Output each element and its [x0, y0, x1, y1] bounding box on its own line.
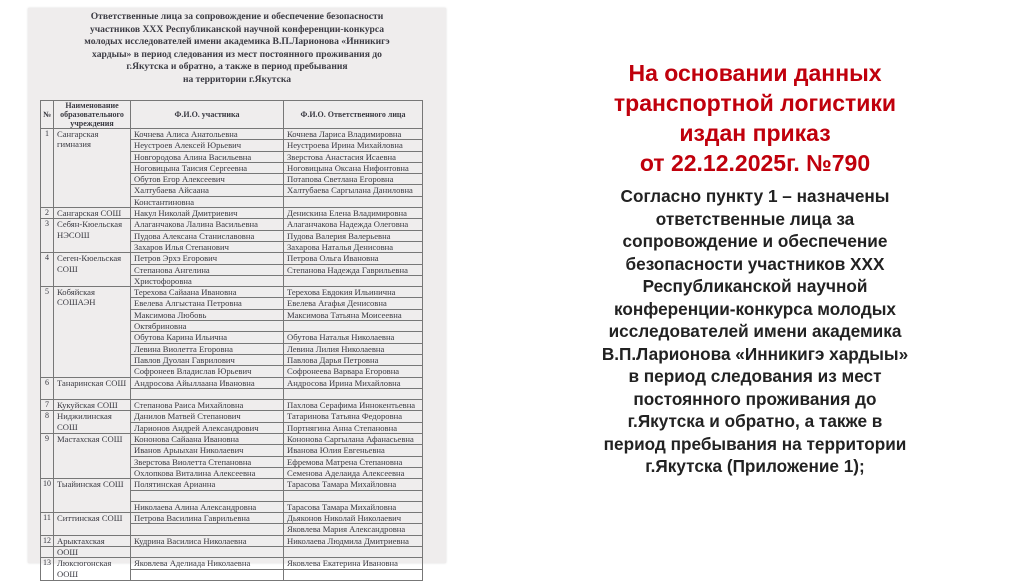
institution-cell: Сангарская СОШ — [54, 208, 131, 219]
participant-cell: Кононова Сайаана Ивановна — [131, 434, 284, 445]
responsible-cell: Николаева Людмила Дмитриевна — [284, 535, 423, 546]
participant-cell: Новгородова Алина Васильевна — [131, 151, 284, 162]
participant-cell: Алаганчакова Лалина Васильевна — [131, 219, 284, 230]
responsible-cell: Тарасова Тамара Михайловна — [284, 501, 423, 512]
responsible-cell: Зверстова Анастасия Исаевна — [284, 151, 423, 162]
row-number: 9 — [41, 434, 54, 479]
row-number: 1 — [41, 129, 54, 208]
body-line: ответственные лица за — [655, 208, 855, 229]
body-line: постоянного проживания до — [633, 388, 877, 409]
responsible-cell: Пудова Валерия Валерьевна — [284, 230, 423, 241]
table-row — [41, 558, 423, 569]
responsible-cell: Татаринова Татьяна Федоровна — [284, 411, 423, 422]
responsible-cell — [284, 569, 423, 580]
row-number: 4 — [41, 253, 54, 287]
heading-line: транспортной логистики — [613, 90, 897, 116]
participant-cell: Халтубаева Айсаана — [131, 185, 284, 196]
table-row — [41, 535, 423, 546]
body-line: Республиканской научной — [642, 276, 868, 296]
responsible-cell — [284, 546, 423, 557]
heading-line: от 22.12.2025г. №790 — [639, 150, 871, 176]
row-number: 3 — [41, 219, 54, 253]
participant-cell: Неустроев Алексей Юрьевич — [131, 140, 284, 151]
responsible-cell: Евелева Агафья Денисовна — [284, 298, 423, 309]
participant-cell: Константиновна — [131, 196, 284, 207]
participant-cell: Левина Виолетта Егоровна — [131, 343, 284, 354]
row-number: 8 — [41, 411, 54, 434]
row-number: 7 — [41, 400, 54, 411]
participant-cell: Охлопкова Виталина Алексеевна — [131, 467, 284, 478]
responsible-cell: Яковлева Екатерина Ивановна — [284, 558, 423, 569]
participant-cell: Максимова Любовь — [131, 309, 284, 320]
table-row — [41, 546, 423, 557]
institution-cell: Ситтинская СОШ — [54, 513, 131, 536]
responsible-cell: Степанова Надежда Гаврильевна — [284, 264, 423, 275]
participant-cell: Иванов Арыыхан Николаевич — [131, 445, 284, 456]
table-row — [41, 411, 423, 422]
participant-cell: Ларионов Андрей Александрович — [131, 422, 284, 433]
participant-cell — [131, 546, 284, 557]
body-line: период пребывания на территории — [603, 433, 907, 454]
institution-cell: Кукуйская СОШ — [54, 400, 131, 411]
responsible-cell: Пахлова Серафима Иннокентьевна — [284, 400, 423, 411]
participant-cell: Степанова Раиса Михайловна — [131, 400, 284, 411]
responsible-cell: Яковлева Мария Александровна — [284, 524, 423, 535]
responsible-cell: Иванова Юлия Евгеньевна — [284, 445, 423, 456]
table-row — [41, 434, 423, 445]
responsible-cell: Петрова Ольга Ивановна — [284, 253, 423, 264]
responsible-cell: Терехова Евдокия Ильинична — [284, 287, 423, 298]
heading-line: На основании данных — [628, 60, 882, 86]
participant-cell: Кудрина Василиса Николаевна — [131, 535, 284, 546]
table-row — [41, 208, 423, 219]
responsible-cell — [284, 490, 423, 501]
participant-cell: Обутова Карина Ильична — [131, 332, 284, 343]
table-header-row — [41, 101, 423, 129]
document-title-line: участников XXX Республиканской научной конференции-конкурса — [89, 23, 385, 35]
participant-cell: Зверстова Виолетта Степановна — [131, 456, 284, 467]
institution-cell: Кобяйская СОШАЭН — [54, 287, 131, 377]
responsible-cell: Денискина Елена Владимировна — [284, 208, 423, 219]
participant-cell — [131, 388, 284, 399]
table-row — [41, 219, 423, 230]
body-line: г.Якутска и обратно, а также в — [627, 411, 883, 431]
participant-cell: Степанова Ангелина — [131, 264, 284, 275]
body-line: Согласно пункту 1 – назначены — [620, 186, 890, 206]
responsible-cell: Ноговицына Оксана Нифонтовна — [284, 162, 423, 173]
participant-cell: Павлов Дуолан Гаврилович — [131, 354, 284, 365]
summary-panel — [536, 58, 974, 478]
body-line: В.П.Ларионова «Инникигэ хардыы» — [601, 343, 909, 364]
participant-cell — [131, 569, 284, 580]
table-row — [41, 479, 423, 490]
participant-cell: Пудова Алексана Станиславовна — [131, 230, 284, 241]
responsible-cell: Алаганчакова Надежда Олеговна — [284, 219, 423, 230]
responsible-cell — [284, 388, 423, 399]
participant-cell: Данилов Матвей Степанович — [131, 411, 284, 422]
header-number: № — [41, 101, 54, 129]
participant-cell: Ноговицына Таисия Сергеевна — [131, 162, 284, 173]
body-line: безопасности участников XXX — [625, 253, 885, 274]
document-title-line: г.Якутска и обратно, а также в период пребывания — [126, 61, 348, 73]
participant-cell — [131, 524, 284, 535]
table-row — [41, 400, 423, 411]
participant-cell: Захаров Илья Степанович — [131, 241, 284, 252]
participant-cell: Полятинская Арианна — [131, 479, 284, 490]
row-number: 12 — [41, 535, 54, 546]
participant-cell: Христофоровна — [131, 275, 284, 286]
responsible-cell: Дьяконов Николай Николаевич — [284, 513, 423, 524]
institution-cell: Себян-Кюельская НЭСОШ — [54, 219, 131, 253]
responsible-cell — [284, 275, 423, 286]
institution-cell: Арыктахская — [54, 535, 131, 546]
document-title-line: Ответственные лица за сопровождение и обеспечение безопасности — [90, 11, 384, 22]
institution-cell: Тыайинская СОШ — [54, 479, 131, 513]
institution-cell: Сеген-Кюельская СОШ — [54, 253, 131, 287]
institution-cell: ООШ — [54, 546, 131, 557]
responsible-cell: Павлова Дарья Петровна — [284, 354, 423, 365]
participant-cell: Кочнева Алиса Анатольевна — [131, 129, 284, 140]
document-title-line: на территории г.Якутска — [182, 73, 292, 85]
table-row — [41, 287, 423, 298]
order-description — [536, 185, 974, 478]
participant-cell: Петрова Василина Гаврильевна — [131, 513, 284, 524]
responsible-cell: Неустроева Ирина Михайловна — [284, 140, 423, 151]
body-line: в период следования из мест — [628, 366, 882, 386]
document-title-line: молодых исследователей имени академика В.П.Ларионова «Инникигэ — [84, 36, 390, 48]
header-institution: Наименование образовательного учреждения — [54, 101, 131, 129]
row-number: 6 — [41, 377, 54, 400]
header-responsible: Ф.И.О. Ответственного лица — [284, 101, 423, 129]
responsible-cell: Захарова Наталья Денисовна — [284, 241, 423, 252]
institution-cell: Мастахская СОШ — [54, 434, 131, 479]
participant-cell: Евелева Алгыстана Петровна — [131, 298, 284, 309]
row-number: 10 — [41, 479, 54, 513]
row-number: 13 — [41, 558, 54, 581]
participant-cell: Петров Эрхэ Егорович — [131, 253, 284, 264]
responsible-cell: Обутова Наталья Николаевна — [284, 332, 423, 343]
responsible-cell: Портнягина Анна Степановна — [284, 422, 423, 433]
responsible-cell: Тарасова Тамара Михайловна — [284, 479, 423, 490]
table-row — [41, 513, 423, 524]
body-line: сопровождение и обеспечение — [622, 231, 888, 251]
responsible-cell: Левина Лилия Николаевна — [284, 343, 423, 354]
responsible-cell: Потапова Светлана Егоровна — [284, 174, 423, 185]
row-number — [41, 546, 54, 557]
body-line: исследователей имени академика — [608, 321, 902, 341]
table-row — [41, 129, 423, 140]
participant-cell: Терехова Сайаана Ивановна — [131, 287, 284, 298]
participant-cell: Обутов Егор Алексеевич — [131, 174, 284, 185]
row-number: 11 — [41, 513, 54, 536]
participant-cell: Накул Николай Дмитриевич — [131, 208, 284, 219]
order-heading — [536, 58, 974, 178]
responsible-cell: Максимова Татьяна Моисеевна — [284, 309, 423, 320]
responsible-cell: Софронеева Варвара Егоровна — [284, 366, 423, 377]
body-line: г.Якутска (Приложение 1); — [645, 456, 865, 476]
participant-cell — [131, 490, 284, 501]
responsible-cell: Андросова Ирина Михайловна — [284, 377, 423, 388]
responsible-cell: Кочнева Лариса Владимировна — [284, 129, 423, 140]
institution-cell: Танаринская СОШ — [54, 377, 131, 400]
row-number: 2 — [41, 208, 54, 219]
responsible-cell: Ефремова Матрена Степановна — [284, 456, 423, 467]
institution-cell: Ниджилинская СОШ — [54, 411, 131, 434]
institution-cell: Сангарская гимназия — [54, 129, 131, 208]
participant-cell: Октябриновна — [131, 321, 284, 332]
table-body — [41, 129, 423, 581]
responsible-cell: Семенова Аделаида Алексеевна — [284, 467, 423, 478]
heading-line: издан приказ — [679, 120, 831, 146]
document-title — [38, 11, 436, 87]
row-number: 5 — [41, 287, 54, 377]
body-line: конференции-конкурса молодых — [614, 298, 896, 319]
responsible-persons-table — [40, 100, 423, 581]
table-row — [41, 253, 423, 264]
institution-cell: Люксюгонская ООШ — [54, 558, 131, 581]
document-title-line: хардыы» в период следования из мест постоянного проживания до — [92, 48, 382, 60]
responsible-cell: Кононова Саргылана Афанасьевна — [284, 434, 423, 445]
table-row — [41, 377, 423, 388]
participant-cell: Софронеев Владислав Юрьевич — [131, 366, 284, 377]
header-participant: Ф.И.О. участника — [131, 101, 284, 129]
participant-cell: Яковлева Аделиада Николаевна — [131, 558, 284, 569]
responsible-cell — [284, 196, 423, 207]
responsible-cell — [284, 321, 423, 332]
participant-cell: Николаева Алина Александровна — [131, 501, 284, 512]
participant-cell: Андросова Айыллаана Ивановна — [131, 377, 284, 388]
responsible-cell: Халтубаева Саргылана Даниловна — [284, 185, 423, 196]
